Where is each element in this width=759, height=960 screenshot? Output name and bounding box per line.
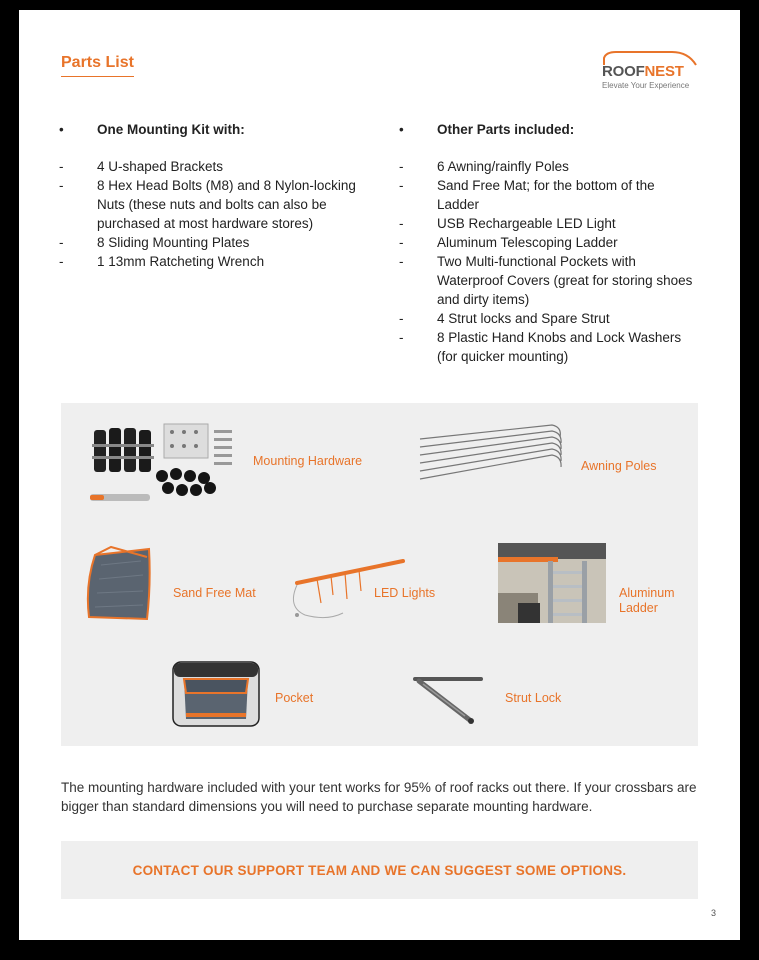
list-item: - 8 Plastic Hand Knobs and Lock Washers (for quicker mounting) [399,330,682,364]
bullet-icon: • [399,122,404,137]
strut-lock-image [411,671,491,727]
list-item: - 4 Strut locks and Spare Strut [399,311,610,326]
caption-pocket: Pocket [275,691,314,705]
compatibility-note: The mounting hardware included with your tent works for 95% of roof racks out there. If your crossbars are bigger than standard dimensions you will need to purchase separate mounting hardware. [61,780,697,814]
caption-awning-poles: Awning Poles [581,459,657,473]
roofnest-logo [602,50,702,92]
logo-nest-text: NEST [644,63,684,80]
list-item: - Aluminum Telescoping Ladder [399,235,618,250]
list-item: - Sand Free Mat; for the bottom of the Ladder [399,178,655,212]
caption-sand-free-mat: Sand Free Mat [173,586,256,600]
list-item: - 8 Sliding Mounting Plates [59,235,250,250]
caption-aluminum-ladder-line1: Aluminum [619,586,675,600]
mounting-kit-list [59,120,359,271]
caption-aluminum-ladder-line2: Ladder [619,601,658,615]
support-callout [61,841,698,899]
mounting-hardware-image [86,418,266,508]
awning-poles-image [416,421,566,483]
list-item: - 4 U-shaped Brackets [59,159,224,174]
page-title: Parts List [61,54,134,77]
logo-tagline: Elevate Your Experience [602,81,690,90]
list-item: - Two Multi-functional Pockets with Waterproof Covers (great for storing shoes and dirty items) [399,254,693,307]
pocket-image [172,661,260,727]
parts-gallery [61,403,698,746]
list-item: - USB Rechargeable LED Light [399,216,616,231]
logo-roof-text: ROOF [602,63,645,80]
other-parts-list [399,120,699,366]
aluminum-ladder-image [498,543,606,623]
caption-mounting-hardware: Mounting Hardware [253,454,363,468]
caption-led-lights: LED Lights [374,586,436,600]
list-heading: • One Mounting Kit with: [59,122,245,137]
list-heading: • Other Parts included: [399,122,575,137]
page-number: 3 [711,908,717,918]
bullet-icon: • [59,122,64,137]
list-item: - 1 13mm Ratcheting Wrench [59,254,265,269]
caption-strut-lock: Strut Lock [505,691,562,705]
page [19,10,740,940]
sand-free-mat-image [81,545,161,625]
support-cta-text: CONTACT OUR SUPPORT TEAM AND WE CAN SUGGEST SOME OPTIONS. [132,862,627,878]
list-item: - 8 Hex Head Bolts (M8) and 8 Nylon-locking Nuts (these nuts and bolts can also be purchased at most hardware stores) [59,178,356,231]
list-item: - 6 Awning/rainfly Poles [399,159,569,174]
